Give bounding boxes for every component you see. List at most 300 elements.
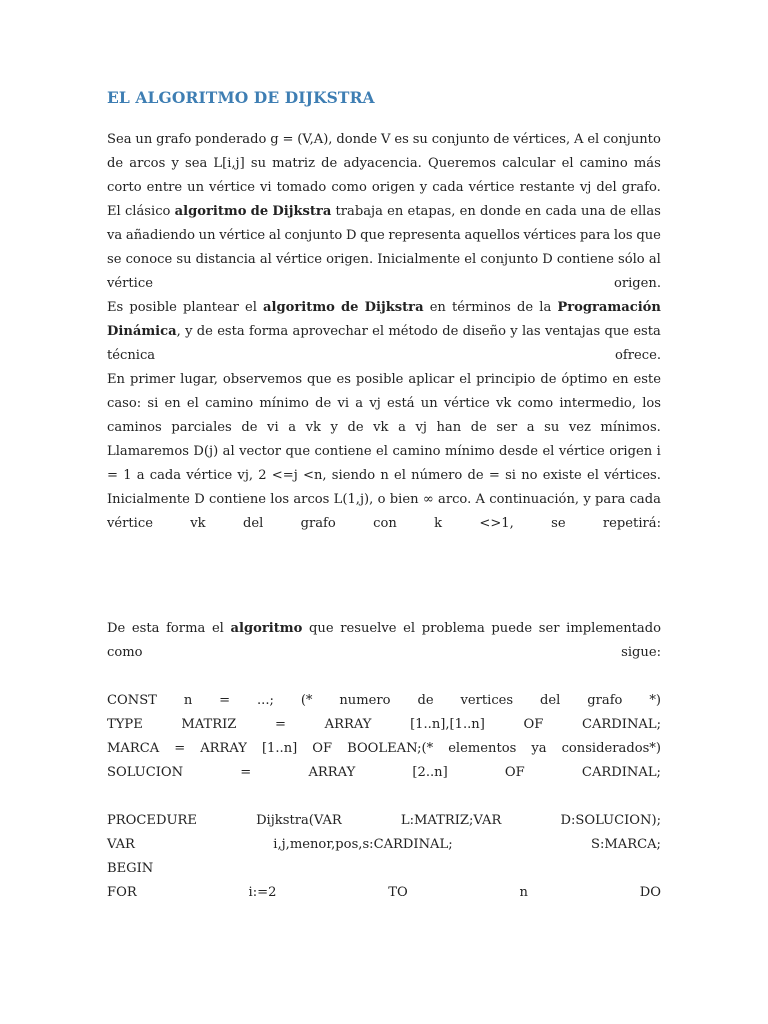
word: vértices [523, 228, 577, 243]
word: se [107, 252, 122, 267]
word: vi [260, 180, 272, 195]
word: existe [542, 468, 582, 483]
word: desde [498, 444, 538, 459]
word: continuación, [489, 492, 580, 507]
word: en [164, 396, 181, 411]
word: y [583, 492, 591, 507]
word: en [525, 204, 542, 219]
word: grafo. [621, 180, 661, 195]
word: al [268, 228, 281, 243]
word: de [470, 420, 487, 435]
word: clásico [124, 204, 171, 219]
word: FOR [107, 885, 137, 900]
word: MATRIZ [181, 717, 237, 732]
word: para [595, 492, 626, 507]
text-line [107, 761, 661, 785]
word: = [107, 468, 118, 483]
word: <n, [303, 468, 327, 483]
word: contiene [314, 444, 372, 459]
word: los [642, 396, 661, 411]
text-line [107, 833, 661, 857]
text-line [107, 200, 661, 224]
word: vk [496, 396, 512, 411]
word: el [211, 621, 224, 636]
word: OF [504, 765, 525, 780]
text-line [107, 488, 661, 512]
word: n [380, 468, 389, 483]
word: conjunto [603, 132, 661, 147]
word: el [586, 468, 599, 483]
word: TO [388, 885, 408, 900]
word: cada [629, 492, 661, 507]
word: D [345, 228, 357, 243]
word: de [442, 324, 459, 339]
word: a [136, 468, 145, 483]
word: como [331, 180, 367, 195]
word: Programación [557, 300, 661, 315]
word: en [459, 204, 476, 219]
word: el [245, 300, 257, 315]
word: y [419, 180, 428, 195]
word: Es [107, 300, 124, 315]
word: camino [579, 156, 628, 171]
word: origen. [613, 276, 661, 291]
word: sea [184, 156, 208, 171]
word: parciales [171, 420, 232, 435]
word: vértices. [604, 468, 661, 483]
word: el [587, 132, 600, 147]
word: sigue: [621, 645, 661, 660]
word: CARDINAL; [581, 717, 661, 732]
word: trabaja [335, 204, 383, 219]
word: el [403, 621, 416, 636]
word: ARRAY [308, 765, 356, 780]
word: <>1, [479, 516, 514, 531]
word: D [194, 492, 205, 507]
word: de [315, 396, 332, 411]
word: tomado [276, 180, 327, 195]
text-line [107, 176, 661, 200]
word: ARRAY [200, 741, 247, 756]
word: si [505, 468, 516, 483]
word: A [573, 132, 584, 147]
word: el [464, 252, 477, 267]
word: cada [432, 180, 464, 195]
word: que [360, 228, 385, 243]
word: origen [609, 444, 653, 459]
word: Llamaremos [107, 444, 189, 459]
word: de [517, 300, 534, 315]
word: i [656, 444, 661, 459]
word: que [636, 228, 661, 243]
word: <=j [271, 468, 298, 483]
word: la [539, 300, 552, 315]
word: conjunto [284, 228, 343, 243]
word: en [612, 372, 629, 387]
word: puede [491, 621, 533, 636]
text-line [107, 152, 661, 176]
word: en [387, 204, 404, 219]
word: BOOLEAN;(* [347, 741, 434, 756]
word: corto [107, 180, 142, 195]
word: g [270, 132, 279, 147]
word: las [521, 324, 541, 339]
word: L(1,j), [333, 492, 374, 507]
word: (* [300, 693, 313, 708]
word: los [613, 228, 633, 243]
word: caso: [107, 396, 142, 411]
word: plantear [183, 300, 239, 315]
word: elementos [448, 741, 517, 756]
word: el [372, 324, 385, 339]
word: considerados*) [561, 741, 661, 756]
word: n [519, 885, 528, 900]
word: VAR [107, 837, 135, 852]
word: de [241, 420, 258, 435]
word: al [222, 444, 235, 459]
word: del [540, 693, 561, 708]
word: representa [388, 228, 461, 243]
word: un [187, 180, 205, 195]
text-line [107, 344, 661, 368]
text-line [107, 464, 661, 488]
word: BEGIN [107, 861, 154, 876]
word: ∞ [422, 492, 434, 507]
text-line [107, 248, 661, 272]
text-line [107, 320, 661, 344]
word: es [394, 132, 409, 147]
word: principio [476, 372, 536, 387]
word: de [609, 204, 626, 219]
word: TYPE [107, 717, 143, 732]
word: adyacencia. [343, 156, 422, 171]
word: vértice [107, 276, 153, 291]
word: entre [146, 180, 183, 195]
word: = [240, 765, 252, 780]
word: MARCA [107, 741, 160, 756]
word: caminos [107, 420, 162, 435]
word: lugar, [180, 372, 218, 387]
word: donde [480, 204, 521, 219]
word: para [579, 228, 611, 243]
word: vértice [219, 228, 266, 243]
word: han [436, 420, 462, 435]
word: a [288, 420, 297, 435]
word: ser [538, 621, 560, 636]
word: ya [531, 741, 547, 756]
word: que [604, 324, 630, 339]
text-line [107, 713, 661, 737]
word: ofrece. [615, 348, 661, 363]
word: intermedio, [559, 396, 636, 411]
word: camino [392, 444, 441, 459]
word: 2 [258, 468, 267, 483]
word: técnica [107, 348, 156, 363]
word: de [341, 300, 359, 315]
word: ser [496, 420, 518, 435]
word: PROCEDURE [107, 813, 197, 828]
word: arcos [293, 492, 330, 507]
word: algoritmo [174, 204, 247, 219]
word: a [526, 420, 535, 435]
word: A [475, 492, 485, 507]
word: Inicialmente [107, 492, 190, 507]
word: vértice [443, 396, 490, 411]
text-line [107, 296, 661, 320]
word: restante [519, 180, 575, 195]
word: D:SOLUCION); [560, 813, 661, 828]
text-line [107, 224, 661, 248]
word: conjunto [431, 132, 490, 147]
word: el [459, 372, 472, 387]
text-line [107, 512, 661, 536]
word: es [336, 372, 351, 387]
word: cada [545, 204, 577, 219]
word: observemos [222, 372, 303, 387]
text-line [107, 689, 661, 713]
text-line [107, 128, 661, 152]
word: un [198, 228, 216, 243]
word: o [377, 492, 386, 507]
word: y [330, 420, 338, 435]
text-line [107, 392, 661, 416]
word: posible [129, 300, 177, 315]
word: En [107, 372, 125, 387]
word: como [107, 645, 143, 660]
text-line [107, 881, 661, 905]
word: y [185, 324, 193, 339]
word: términos [451, 300, 511, 315]
word: del [596, 180, 617, 195]
word: aplicar [408, 372, 455, 387]
word: forma [249, 324, 289, 339]
word: vi [267, 420, 279, 435]
word: repetirá: [602, 516, 661, 531]
word: D [542, 252, 553, 267]
word: etapas, [407, 204, 456, 219]
word: conoce [125, 252, 173, 267]
word: a [355, 396, 364, 411]
word: de [196, 324, 213, 339]
word: ...; [257, 693, 274, 708]
text-line [107, 857, 661, 881]
word: aquellos [464, 228, 520, 243]
word: *) [649, 693, 661, 708]
word: de [417, 693, 434, 708]
word: algoritmo [230, 621, 303, 636]
word: OF [312, 741, 333, 756]
word: vk [305, 420, 321, 435]
text-line [107, 617, 661, 641]
word: cada [149, 468, 182, 483]
word: arcos [129, 156, 166, 171]
word: vez [568, 420, 591, 435]
word: su [250, 156, 267, 171]
word: número [411, 468, 463, 483]
word: algoritmo [263, 300, 335, 315]
word: Sea [107, 132, 132, 147]
word: = [219, 693, 231, 708]
word: de [107, 156, 124, 171]
text-line [107, 641, 661, 665]
word: vj [579, 180, 592, 195]
word: vértice [186, 468, 233, 483]
word: los [270, 492, 290, 507]
word: S:MARCA; [590, 837, 661, 852]
word: va [107, 228, 123, 243]
word: se [551, 516, 566, 531]
word: añadiendo [125, 228, 195, 243]
word: vértice [107, 516, 153, 531]
word: de [347, 420, 364, 435]
word: Dijkstra(VAR [256, 813, 342, 828]
word: = [174, 741, 186, 756]
word: ellas [630, 204, 661, 219]
word: una [580, 204, 606, 219]
word: bien [389, 492, 419, 507]
word: al [648, 252, 661, 267]
word: vertices [460, 693, 514, 708]
word: arco. [438, 492, 472, 507]
word: i,j,menor,pos,s:CARDINAL; [273, 837, 453, 852]
word: (V,A), [297, 132, 333, 147]
word: implementado [566, 621, 661, 636]
word: de [493, 132, 510, 147]
word: está [387, 396, 415, 411]
word: CONST [107, 693, 157, 708]
word: más [633, 156, 661, 171]
word: numero [339, 693, 391, 708]
word: que [309, 621, 334, 636]
word: si [147, 396, 159, 411]
word: y [510, 324, 518, 339]
word: vértices, [513, 132, 571, 147]
word: 1 [123, 468, 132, 483]
word: SOLUCION [107, 765, 184, 780]
word: su [544, 420, 560, 435]
word: óptimo [561, 372, 608, 387]
text-line [107, 416, 661, 440]
word: el [376, 444, 388, 459]
document-title: EL ALGORITMO DE DIJKSTRA [107, 88, 375, 107]
word: De [107, 621, 126, 636]
word: que [306, 372, 332, 387]
word: el [394, 468, 406, 483]
word: grafo [300, 516, 336, 531]
word: esta [131, 621, 160, 636]
word: primer [129, 372, 176, 387]
word: k [434, 516, 443, 531]
word: grafo [587, 693, 623, 708]
word: el [542, 444, 555, 459]
word: matriz [272, 156, 316, 171]
word: [1..n],[1..n] [410, 717, 485, 732]
word: que [285, 444, 311, 459]
word: = [282, 132, 294, 147]
word: problema [421, 621, 485, 636]
word: camino [205, 396, 254, 411]
word: contiene [208, 492, 267, 507]
word: vj [415, 420, 427, 435]
word: el [186, 396, 199, 411]
word: L:MATRIZ;VAR [400, 813, 502, 828]
word: conjunto [480, 252, 539, 267]
word: su [412, 132, 428, 147]
word: de [467, 468, 484, 483]
word: vj [369, 396, 381, 411]
text-line [107, 272, 661, 296]
word: vj, [237, 468, 254, 483]
word: = [275, 717, 287, 732]
word: no [521, 468, 538, 483]
word: vértice [468, 180, 515, 195]
word: de [540, 372, 557, 387]
word: resuelve [340, 621, 397, 636]
word: origen [371, 180, 415, 195]
word: y [171, 156, 179, 171]
word: ponderado [195, 132, 267, 147]
word: esta [633, 324, 661, 339]
word: al [259, 252, 272, 267]
word: siendo [331, 468, 376, 483]
word: mínimo [444, 444, 495, 459]
word: donde [336, 132, 378, 147]
word: su [176, 252, 192, 267]
word: a [398, 420, 406, 435]
word: esta [217, 324, 245, 339]
word: Dijkstra [272, 204, 332, 219]
word: contiene [556, 252, 614, 267]
word: [1..n] [261, 741, 298, 756]
text-line [107, 440, 661, 464]
word: Queremos [427, 156, 496, 171]
word: vértice [558, 444, 605, 459]
word: de [321, 156, 338, 171]
word: vector [239, 444, 282, 459]
word: distancia [195, 252, 256, 267]
word: D(j) [193, 444, 219, 459]
word: Dijkstra [364, 300, 424, 315]
word: grafo [156, 132, 192, 147]
word: CARDINAL; [581, 765, 661, 780]
word: Dinámica, [107, 324, 181, 339]
word: V [381, 132, 391, 147]
word: vk [373, 420, 389, 435]
word: aprovechar [292, 324, 368, 339]
word: posible [355, 372, 404, 387]
word: mínimo [259, 396, 309, 411]
word: este [633, 372, 661, 387]
word: calcular [502, 156, 556, 171]
word: vk [190, 516, 206, 531]
word: origen. [326, 252, 374, 267]
word: L[i,j] [213, 156, 245, 171]
word: forma [166, 621, 206, 636]
word: sólo [618, 252, 645, 267]
word: DO [639, 885, 661, 900]
word: vi [337, 396, 350, 411]
word: El [107, 204, 121, 219]
text-line [107, 368, 661, 392]
word: como [517, 396, 554, 411]
word: ventajas [544, 324, 601, 339]
word: en [429, 300, 446, 315]
word: método [388, 324, 438, 339]
word: con [373, 516, 397, 531]
text-line [107, 809, 661, 833]
word: = [488, 468, 500, 483]
word: vértice [276, 252, 322, 267]
